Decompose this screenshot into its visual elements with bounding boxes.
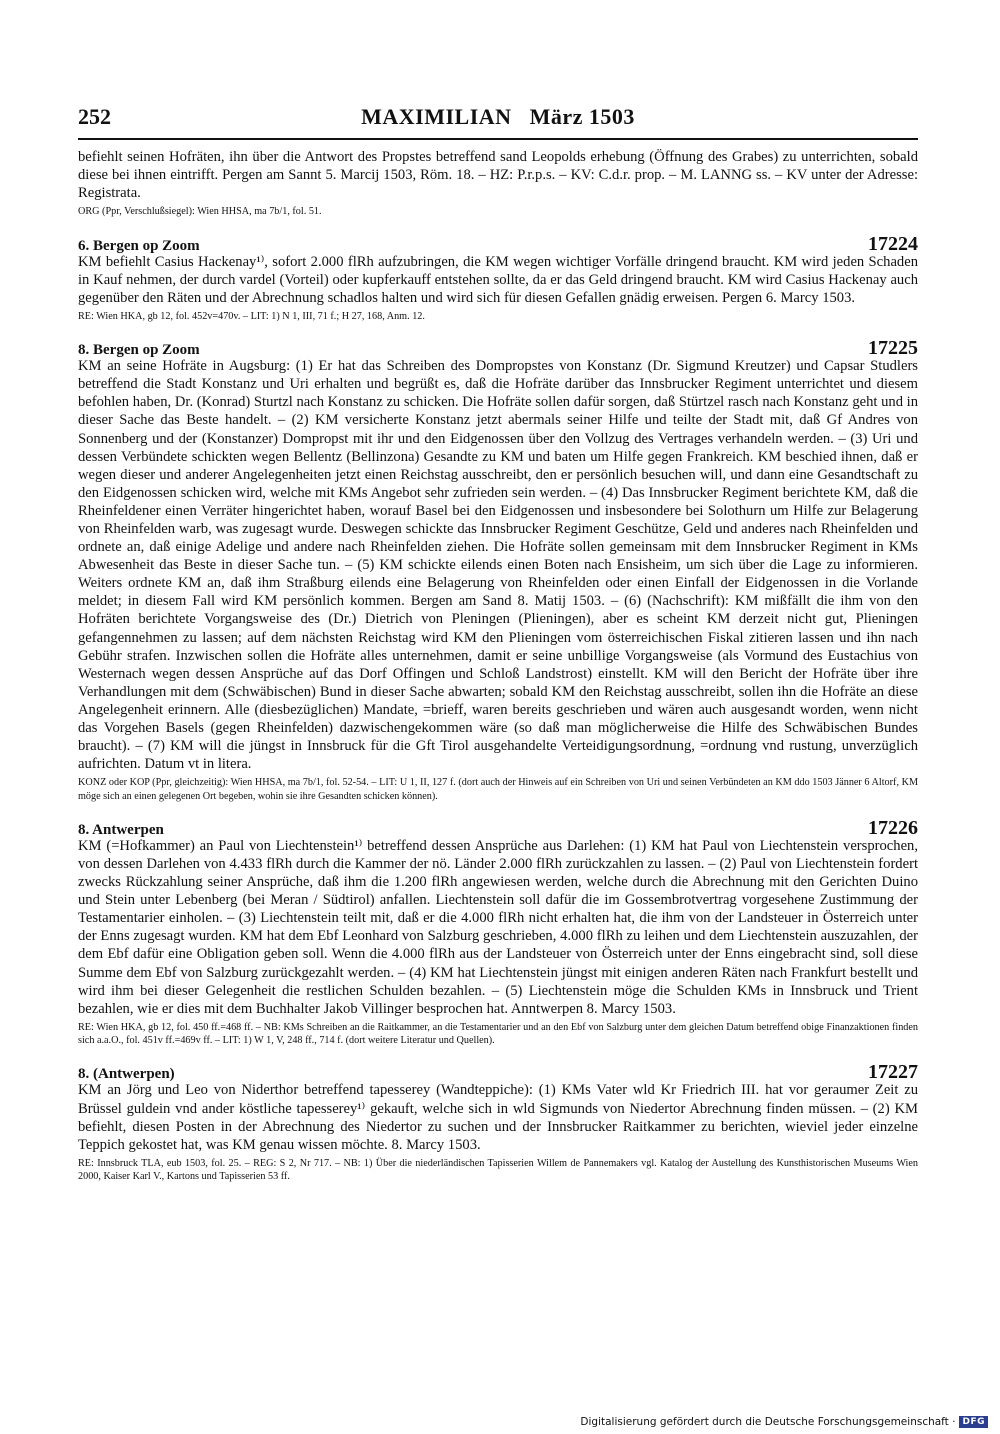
entry-source: RE: Wien HKA, gb 12, fol. 450 ff.=468 ff. – NB: KMs Schreiben an die Raitkammer, an die Testamentarier und an den Ebf von Salzburg unter dem gleichen Datum betreffend obige Finanzaktionen finden sich a.a.O., fol. 451v ff.=469v ff. – LIT: 1) W 1, V, 248 ff., 714 f. (dort weitere Literatur und Quellen). (78, 1021, 918, 1047)
entry-17224 (78, 233, 918, 324)
entry-heading (78, 337, 918, 360)
entry-number: 17225 (868, 337, 918, 360)
entry-text: KM (=Hofkammer) an Paul von Liechtenstein¹⁾ betreffend dessen Ansprüche aus Darlehen: (1) KM hat Paul von Liechtenstein versprochen, von dessen Darlehen von 4.433 flRh durch die Kammer der nö. Länder 2.000 flRh zurückzahlen zu lassen. – (2) Paul von Liechtenstein fordert zwecks Rückzahlung seiner Ansprüche, daß ihm die 1.200 flRh angewiesen werden, welche durch die Abrechnung mit den Gerichten Duino und Stein unter Lebenberg (bei Meran / Südtirol) anfallen. Liechtenstein soll dafür die im Gossembrotvertrag vorgesehene Zustimmung der Testamentarier einholen. – (3) Liechtenstein teilt mit, daß er die 4.000 flRh nicht erhalten hat, die ihm von der Landsteuer in Österreich unter der Enns zugesagt wurden. KM hat dem Ebf Leonhard von Salzburg geschrieben, 4.000 flRh zu leihen und dem Liechtenstein auszuzahlen, der dem Ebf dafür eine Obligation geben soll. Wenn die 4.000 flRh aus der Landsteuer von Österreich unter der Enns eingebracht sind, soll diese Summe dem Ebf von Salzburg zurückgezahlt werden. – (4) KM hat Liechtenstein jüngst mit einigen anderen Räten nach Frankfurt bestellt und wird ihm bei dieser Gelegenheit die restlichen Schulden bezahlen. – (5) Liechtenstein möge die Schulden KMs in Innsbruck und Trient bezahlen, wie er dies mit dem Buchhalter Jakob Villinger besprochen hat. Anntwerpen 8. Marcy 1503. (78, 837, 918, 1017)
entry-heading (78, 1061, 918, 1084)
entry-date-place: 6. Bergen op Zoom (78, 237, 200, 254)
entry-text: KM an Jörg und Leo von Niderthor betreffend tapesserey (Wandteppiche): (1) KMs Vater wld Kr Friedrich III. hat vor geraumer Zeit zu Brüssel guldein vnd ander köstliche tapesserey¹⁾ gekauft, welche sich in wld Sigmunds von Niedertor Abrechnung finden müssen. – (2) KM befiehlt, diesen Posten in der Abrechnung des Niedertor zu suchen und der Innsbrucker Raitkammer zu berichten, wieviel jeder einzelne Teppich gekostet hat, was KM genau wissen möchte. 8. Marcy 1503. (78, 1082, 918, 1153)
entry-number: 17227 (868, 1061, 918, 1084)
entry-heading (78, 233, 918, 253)
running-header (78, 104, 918, 140)
entry-text: KM befiehlt Casius Hackenay¹⁾, sofort 2.000 flRh aufzubringen, die KM wegen wichtiger Vorfälle dringend braucht. KM wird jeden Schaden in Kauf nehmen, der durch vardel (Vorteil) oder kupferkauff entstehen sollte, da er das Geld dringend braucht. KM wird Casius Hackenay auch gegenüber den Räten und der Abrechnung schadlos halten und wird sich für diesen Gefallen gnädig erweisen. Pergen 6. Marcy 1503. (78, 253, 918, 306)
page-number: 252 (78, 104, 111, 129)
entry-17227 (78, 1061, 918, 1183)
intro-block (78, 148, 918, 219)
entry-text: KM an seine Hofräte in Augsburg: (1) Er hat das Schreiben des Dompropstes von Konstanz (Dr. Sigmund Kreutzer) und Capsar Studlers betreffend die Stadt Konstanz und Uri erhalten und begrüßt es, daß die Hofräte darüber das Innsbrucker Regiment unterrichtet und diesem befohlen haben, Dr. (Konrad) Sturtzl nach Konstanz zu schicken. Die Hofräte sollen dafür sorgen, daß Stürtzel rasch nach Konstanz geht und in dieser Sache das Beste handelt. – (2) KM versicherte Konstanz jetzt abermals seiner Hilfe und teilte der Stadt mit, daß Gf Andres von Sonnenberg und der (Konstanzer) Dompropst mit ihr und den Eidgenossen über den Vollzug des Vertrages verhandeln werden. – (3) Uri und dessen Verbündete schickten wegen Bellentz (Bellinzona) Gesandte zu KM und baten um Hilfe gegen Frankreich. KM beschied ihnen, daß er wegen dieser und anderer Angelegenheiten jetzt einen Reichstag ausschreibt, den er persönlich besuchen will, und dann eine Gesandtschaft zu den Eidgenossen schicken wird, welche mit KMs Angebot sehr zufrieden sein werden. – (4) Das Innsbrucker Regiment berichtete KM, daß die Rheinfeldener einen Verräter hingerichtet haben, worauf Basel bei den Eidgenossen und insbesondere bei Solothurn um Hilfe zur Belagerung von Rheinfelden warb, was zugesagt wurde. Deswegen schickte das Innsbrucker Regiment Geschütze, Geld und anderes nach Rheinfelden und ordnete an, daß einige Adelige und andere nach Rheinfelden ziehen. Die Hofräte sollen gemeinsam mit dem Innsbrucker Regiment in KMs Abwesenheit das Beste in dieser Sache tun. – (5) KM schickte eilends einen Boten nach Ensisheim, um sich über die Lage zu informieren. Weiters ordnete KM an, daß ihm Straßburg eilends eine Belagerung von Rheinfelden oder einen Einfall der Eidgenossen in die Vorlande meldet; in diesem Fall wird KM persönlich kommen. Bergen am Sand 8. Matij 1503. – (6) (Nachschrift): KM mißfällt die ihm von den Hofräten berichtete Vorgangsweise des (Dr.) Dietrich von Pleningen (Plieningen), aber es scheint KM derzeit nicht gut, Plieningen gefangennehmen zu lassen; auf dem nächsten Reichstag wird KM den Plieningen vom österreichischen Fiskal zitieren lassen und ihn nach Gebühr strafen. Inzwischen sollen die Hofräte alles unternehmen, damit er seine unbillige Vorgangsweise (als Vormund des Eustachius von Westernach wegen dessen Ansprüche auf das Dorf Offingen und Schloß Landstrost) einstellt. KM will den Bericht der Hofräte über ihre Verhandlungen mit dem (Schwäbischen) Bund in dieser Sache abwarten; sobald KM den Reichstag ausschreibt, sollen ihn die Hofräte an diese Angelegenheit erinnern. Alle (diesbezüglichen) Mandate, =brieff, waren bereits geschrieben und wären auch ausgesandt worden, wenn nicht das Vorgehen Basels (gegen Rheinfelden) dazwischengekommen wäre (so daß man möglicherweise die Hilfe des Schwäbischen Bundes braucht). – (7) KM will die jüngst in Innsbruck für die Gft Tirol ausgehandelte Verteidigungsordnung, =ordnung vnd rustung, unverzüglich aufrichten. Datum vt in litera. (78, 358, 918, 773)
document-page (78, 104, 918, 1183)
footer-text: Digitalisierung gefördert durch die Deutsche Forschungsgemeinschaft · (580, 1416, 956, 1428)
intro-source: ORG (Ppr, Verschlußsiegel): Wien HHSA, ma 7b/1, fol. 51. (78, 206, 322, 218)
entry-17226 (78, 817, 918, 1048)
entry-number: 17224 (868, 232, 918, 255)
entry-source: RE: Wien HKA, gb 12, fol. 452v=470v. – LIT: 1) N 1, III, 71 f.; H 27, 168, Anm. 12. (78, 310, 425, 322)
dfg-logo: DFG (959, 1416, 988, 1428)
entry-heading (78, 817, 918, 837)
entry-17225 (78, 337, 918, 803)
intro-text: befiehlt seinen Hofräten, ihn über die Antwort des Propstes betreffend sand Leopolds erhebung (Öffnung des Grabes) zu unterrichten, sobald diese bei ihnen eintrifft. Pergen am Sannt 5. Marcij 1503, Röm. 18. – HZ: P.r.p.s. – KV: C.d.r. prop. – M. LANNG ss. – KV unter der Adresse: Registrata. (78, 149, 918, 202)
entry-source: KONZ oder KOP (Ppr, gleichzeitig): Wien HHSA, ma 7b/1, fol. 52-54. – LIT: U 1, II, 127 f. (dort auch der Hinweis auf ein Schreiben von Uri und seinen Verbündeten an KM ddo 1503 Jänner 6 Altorf, KM möge sich an einen gelegenen Ort begeben, wohin sie ihre Gesandten schicken können). (78, 777, 918, 802)
digitization-footer (580, 1416, 988, 1428)
entry-number: 17226 (868, 816, 918, 839)
entry-source: RE: Innsbruck TLA, eub 1503, fol. 25. – REG: S 2, Nr 717. – NB: 1) Über die niederländischen Tapisserien Willem de Pannemakers vgl. Katalog der Austellung des Kunsthistorischen Museums Wien 2000, Kaiser Karl V., Kartons und Tapisserien 53 ff. (78, 1157, 918, 1183)
header-title: MAXIMILIAN März 1503 (361, 104, 635, 129)
entry-date-place: 8. (Antwerpen) (78, 1066, 175, 1083)
entry-date-place: 8. Bergen op Zoom (78, 342, 200, 359)
entry-date-place: 8. Antwerpen (78, 821, 164, 838)
